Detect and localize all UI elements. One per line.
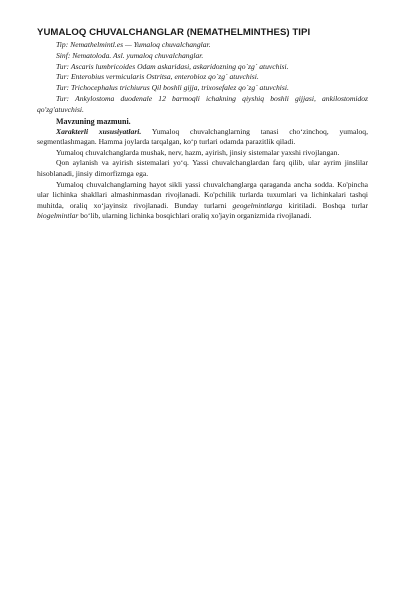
paragraph-life-cycle [37, 180, 368, 222]
paragraph-characteristics [37, 127, 368, 148]
taxonomy-line-ankylostoma: Tur: Ankylostoma duodenale 12 barmoqli ichakning qiyshiq boshli gijjasi, ankilostomidoz qo'zg'atuvchisi. [37, 93, 368, 114]
taxonomy-line-ascaris: Tur: Ascaris lumbricoides Odam askaridasi, askaridozning qo`zg` atuvchisi. [56, 61, 289, 71]
document-page [37, 27, 368, 222]
document-title: YUMALOQ CHUVALCHANGLAR (NEMATHELMINTHES) TIPI [37, 27, 311, 38]
paragraph-lead: Xarakterli xususiyatlari. [56, 126, 142, 136]
paragraph-text: bo‘lib, ularning lichinka bosqichlari oraliq xo'jayin organizmida rivojlanadi. [78, 211, 312, 221]
taxonomy-line-type: Tip: Nemathelmintl.es — Yumaloq chuvalchanglar. [56, 40, 211, 49]
paragraph-text: Yumaloq chuvalchanglarning tanasi cho‘zinchoq, yumaloq, segmentlashmagan. Hamma joylarda tarqalgan, ko‘p turlari odamda parazitlik qiladi. [37, 126, 368, 147]
paragraph-sexes: Qon aylanish va ayirish sistemalari yo‘q. Yassi chuvalchanglardan farq qilib, ular ayrim jinslilar hisoblanadi, jinsiy dimorfizmga ega. [37, 158, 368, 178]
taxonomy-line-trichocephalus: Tur: Trichocephalus trichiurus Qil boshli gijja, trixosefalez qo`zg` atuvchisi. [56, 83, 289, 93]
taxonomy-line-class: Sinf: Nematoloda. Asl. yumaloq chuvalchanglar. [56, 50, 204, 60]
term-biohelminths: biogelmintlar [37, 211, 79, 221]
taxonomy-line-enterobius: Tur: Enterobius vermicularis Ostritsa, enterobioz qo`zg` atuvchisi. [56, 72, 259, 82]
paragraph-text: kiritiladi. Boshqa turlar [282, 200, 368, 210]
section-heading: Mavzuning mazmuni. [56, 116, 131, 126]
paragraph-text: Yumaloq chuvalchanglarning hayot sikli yassi chuvalchanglarga qaraganda ancha sodda. Ko'pincha ular lichinka shakllari almashinmasdan rivojlanadi. Ko'pchilik turlarda tuxumlari va lichinkalari tashqi muhitda, oraliq xo‘jayinsiz rivojlanadi. Bunday turlarni [37, 179, 368, 210]
term-geohelminths: geogelmintlarga [232, 200, 283, 210]
paragraph-systems: Yumaloq chuvalchanglarda mushak, nerv, hazm, ayirish, jinsiy sistemalar yaxshi rivojlangan. [56, 147, 340, 157]
